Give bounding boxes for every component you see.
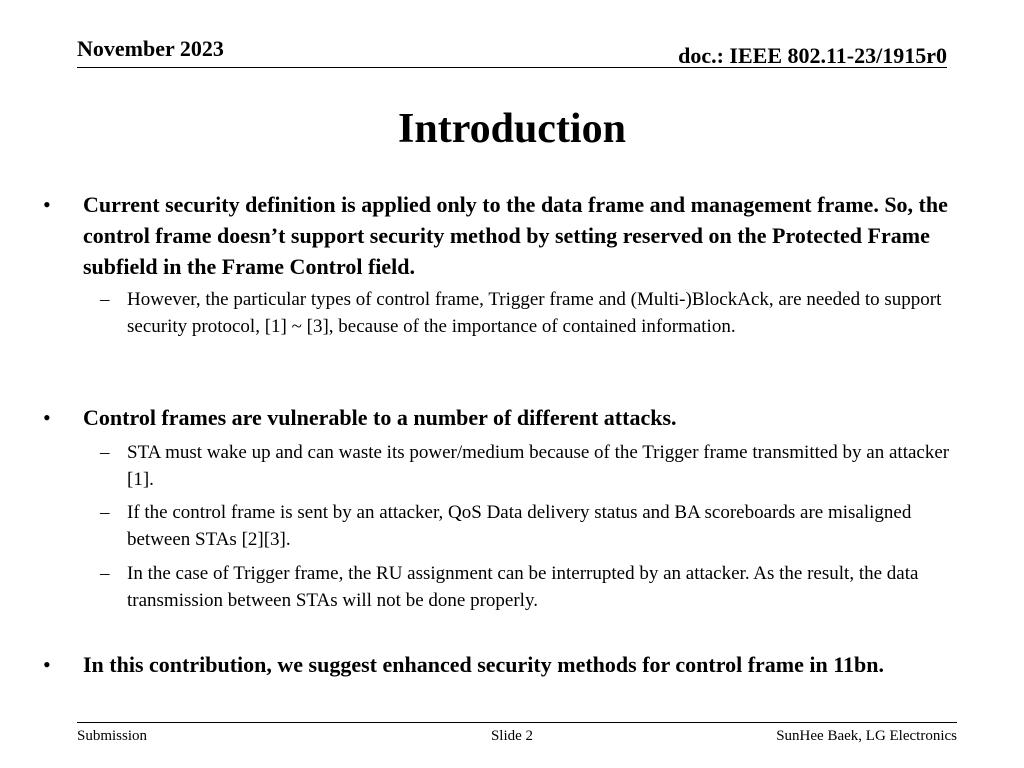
- bullet-marker: •: [43, 652, 51, 677]
- footer-author: SunHee Baek, LG Electronics: [776, 728, 957, 744]
- dash-marker: –: [100, 289, 110, 310]
- bullet-2-text: Control frames are vulnerable to a number of different attacks.: [83, 405, 677, 430]
- slide-title: Introduction: [398, 106, 626, 152]
- bullet-1-text: Current security definition is applied only to the data frame and management frame. So, the control frame doesn’t support security method by setting reserved on the Protected Frame subfield in the Frame Control field.: [83, 192, 948, 279]
- bullet-2-sub-2: If the control frame is sent by an attacker, QoS Data delivery status and BA scoreboards are misaligned between STAs [2][3].: [127, 502, 912, 550]
- dash-marker: –: [100, 502, 110, 523]
- bullet-1-sub-1: However, the particular types of control frame, Trigger frame and (Multi-)BlockAck, are needed to support security protocol, [1] ~ [3], because of the importance of contained information.: [127, 289, 942, 337]
- dash-marker: –: [100, 442, 110, 463]
- header-doc-id: doc.: IEEE 802.11-23/1915r0: [678, 43, 947, 68]
- footer-rule: [77, 722, 957, 723]
- bullet-2-sub-3: In the case of Trigger frame, the RU assignment can be interrupted by an attacker. As the result, the data transmission between STAs will not be done properly.: [127, 563, 919, 611]
- dash-marker: –: [100, 563, 110, 584]
- bullet-3-text: In this contribution, we suggest enhanced security methods for control frame in 11bn.: [83, 652, 884, 677]
- footer-submission: Submission: [77, 728, 148, 744]
- bullet-2-sub-1: STA must wake up and can waste its power/medium because of the Trigger frame transmitted by an attacker [1].: [127, 442, 950, 490]
- footer-slide-number: Slide 2: [490, 728, 534, 744]
- header-date: November 2023: [77, 36, 224, 61]
- bullet-marker: •: [43, 405, 51, 430]
- bullet-marker: •: [43, 192, 51, 217]
